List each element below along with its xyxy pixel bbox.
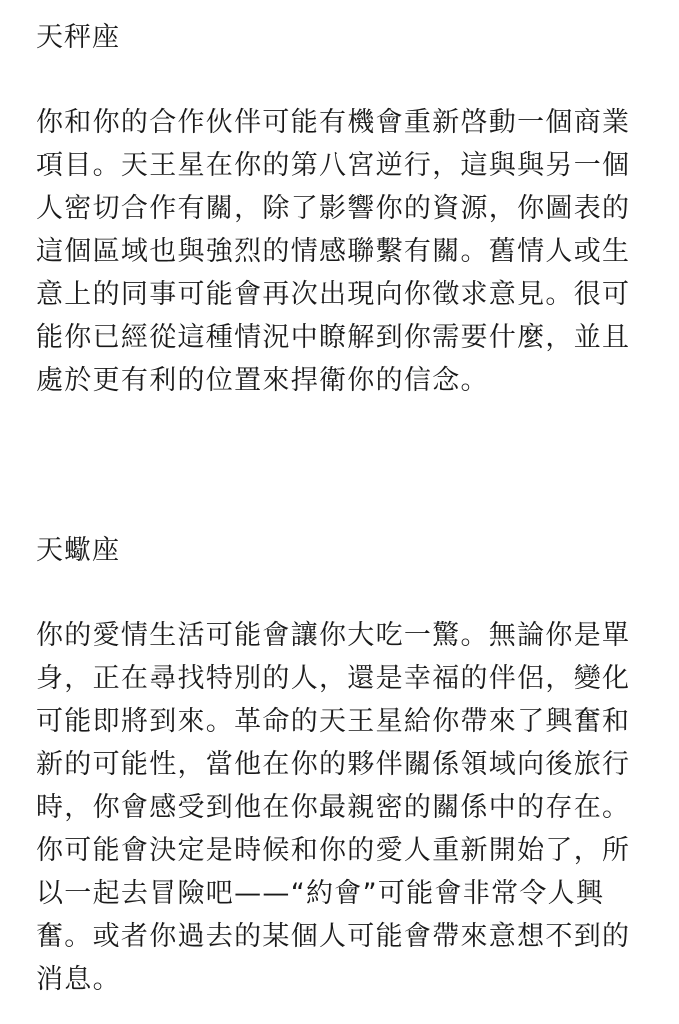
text-line: 消息。 (36, 964, 121, 995)
text-line: 以一起去冒險吧——“約會”可能會非常令人興 (36, 878, 605, 909)
text-line: 意上的同事可能會再次出現向你徵求意見。很可 (36, 279, 631, 310)
text-line: 可能即將到來。革命的天王星給你帶來了興奮和 (36, 706, 631, 737)
text-line: 項目。天王星在你的第八宮逆行，這與與另一個 (36, 150, 631, 181)
text-line: 新的可能性，當他在你的夥伴關係領域向後旅行 (36, 749, 631, 780)
text-line: 身，正在尋找特別的人，還是幸福的伴侶，變化 (36, 663, 631, 694)
section-title-libra: 天秤座 (36, 22, 120, 53)
section-body-scorpio (36, 614, 656, 1001)
text-line: 時，你會感受到他在你最親密的關係中的存在。 (36, 792, 631, 823)
section-body-libra (36, 101, 656, 402)
text-line: 人密切合作有關，除了影響你的資源，你圖表的 (36, 193, 631, 224)
text-line: 這個區域也與強烈的情感聯繫有關。舊情人或生 (36, 236, 631, 267)
text-line: 你和你的合作伙伴可能有機會重新啓動一個商業 (36, 107, 631, 138)
text-line: 奮。或者你過去的某個人可能會帶來意想不到的 (36, 921, 631, 952)
text-line: 你可能會決定是時候和你的愛人重新開始了，所 (36, 835, 631, 866)
section-title-scorpio: 天蠍座 (36, 535, 120, 566)
text-line: 你的愛情生活可能會讓你大吃一驚。無論你是單 (36, 620, 631, 651)
text-line: 能你已經從這種情況中瞭解到你需要什麼，並且 (36, 322, 631, 353)
text-line: 處於更有利的位置來捍衛你的信念。 (36, 365, 489, 396)
